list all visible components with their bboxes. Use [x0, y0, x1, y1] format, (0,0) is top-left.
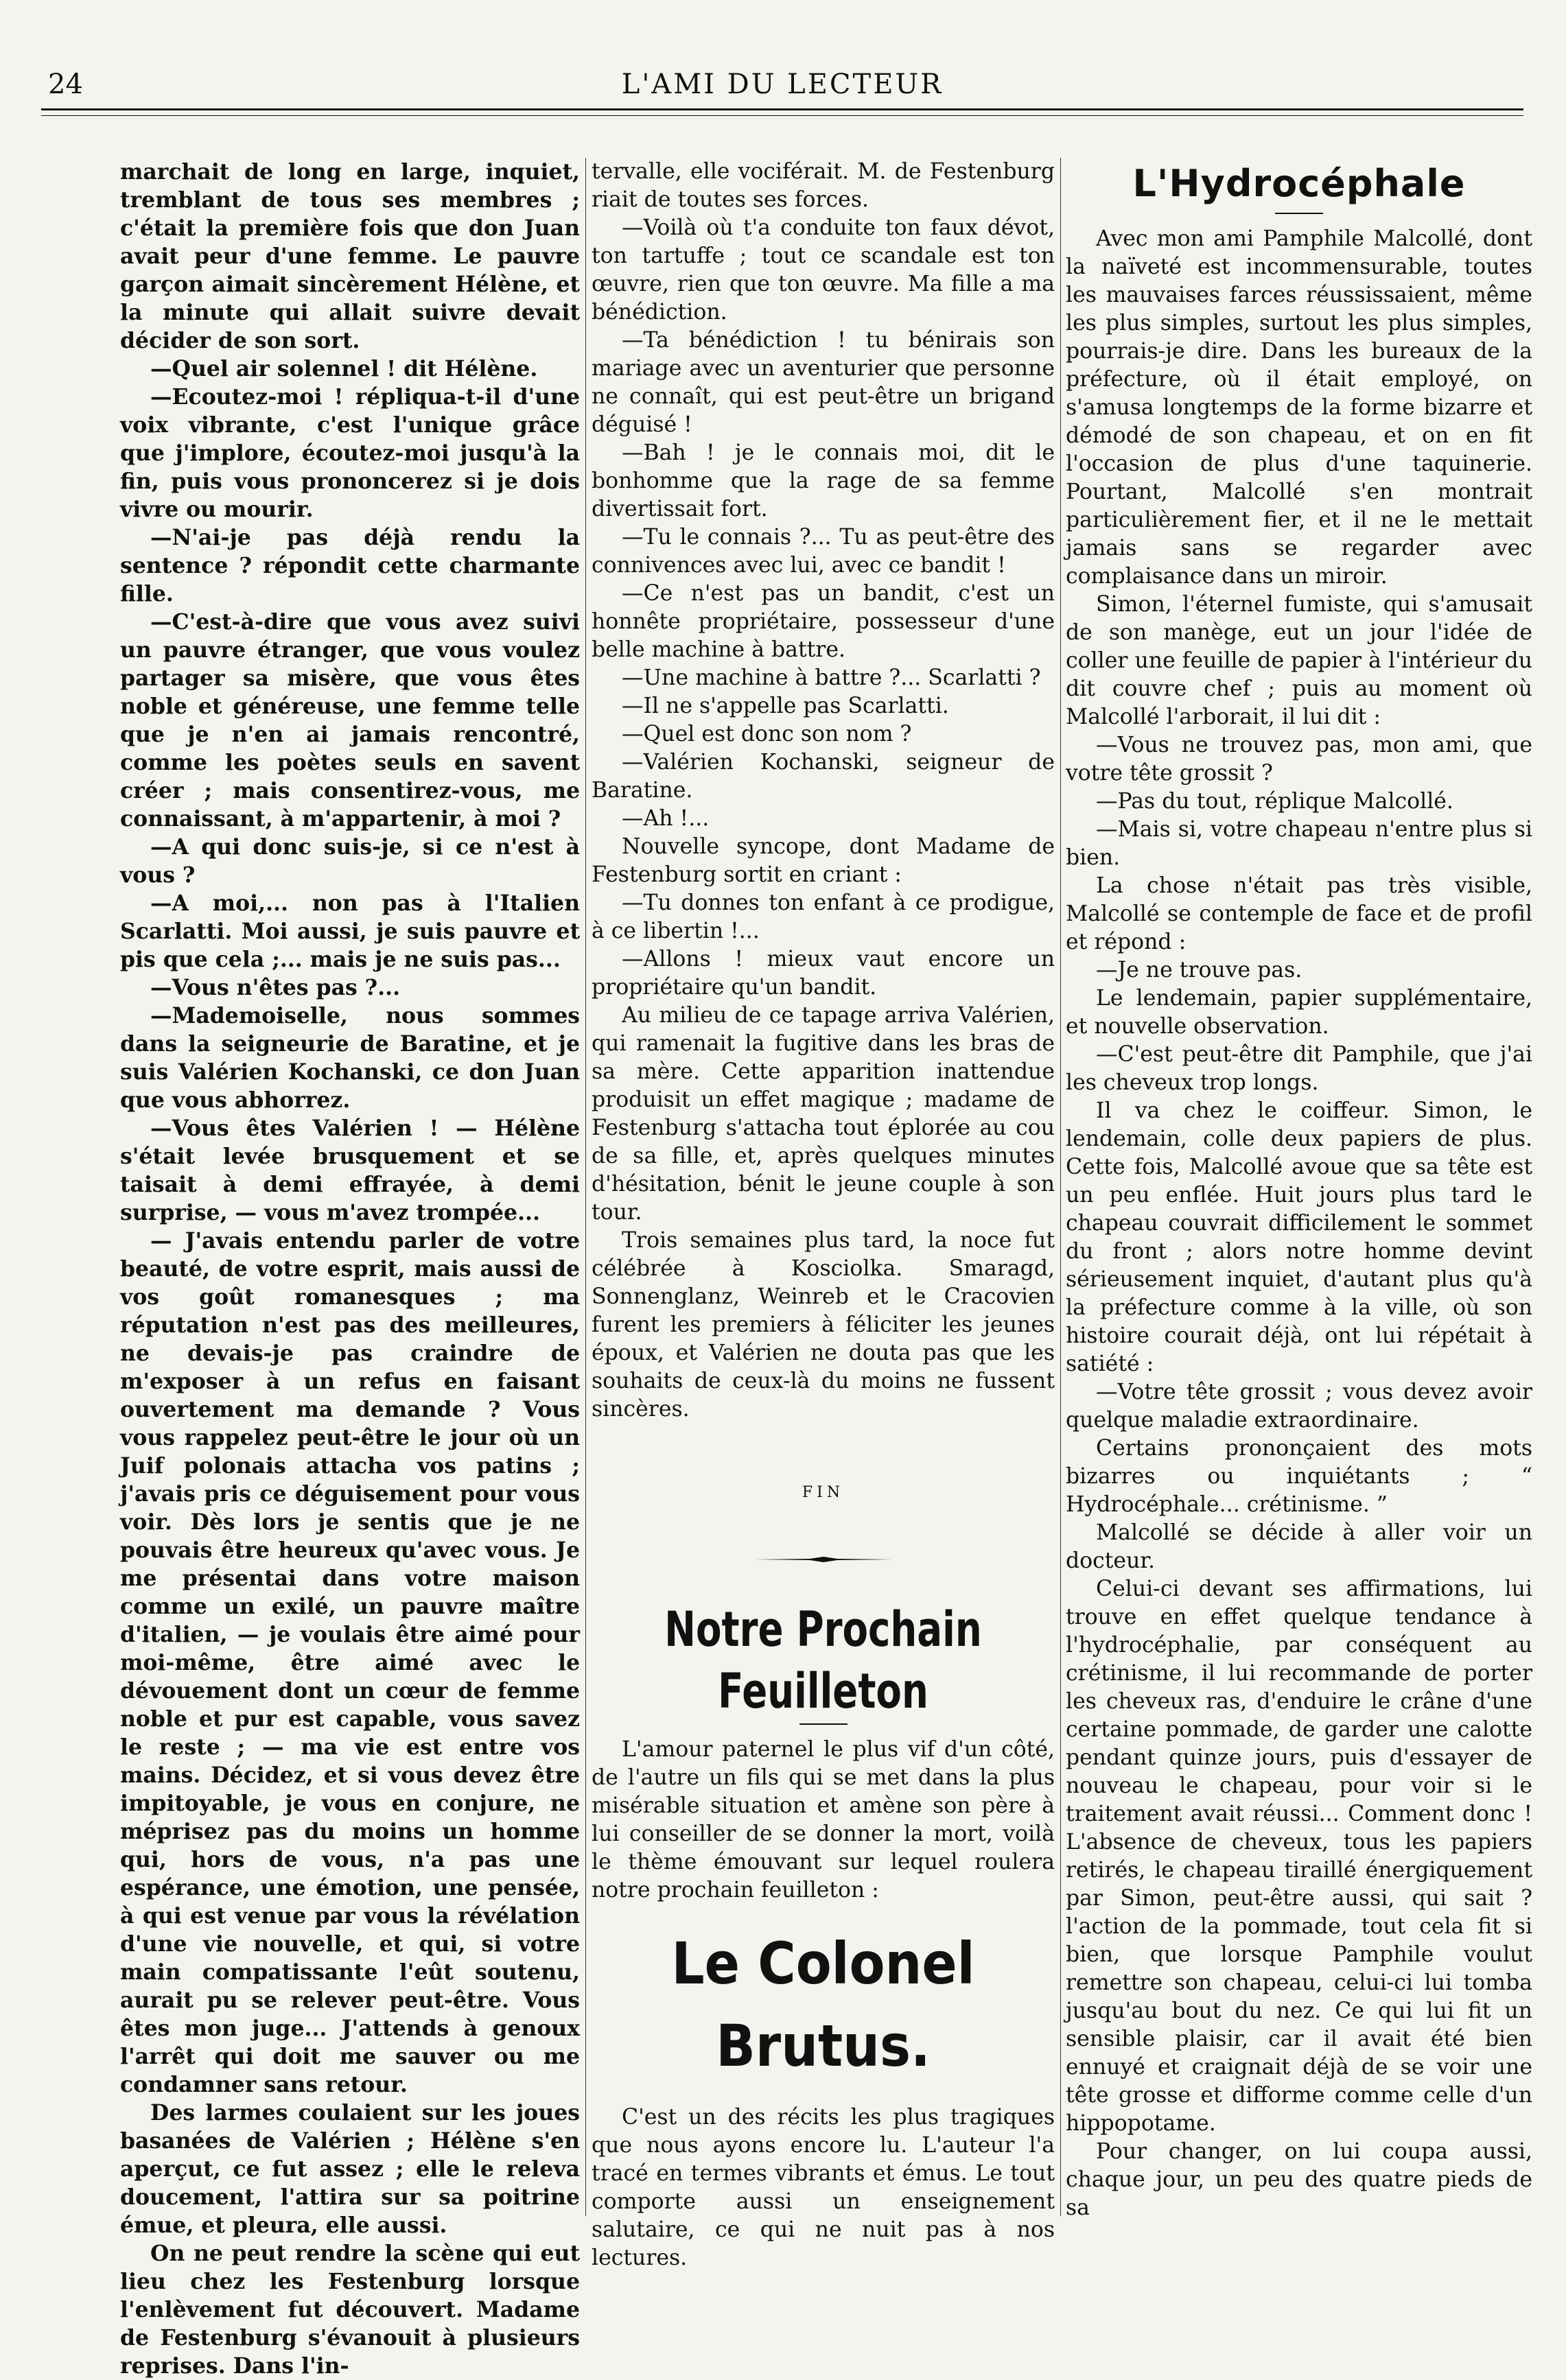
title-rule: [1275, 213, 1323, 214]
paragraph: Trois semaines plus tard, la noce fut célébrée à Kosciolka. Smaragd, Sonnenglanz, Weinreb et le Cracovien furent les premiers à féliciter les jeunes époux, et Valérien ne douta pas que les souhaits de ceux-là du moins ne fussent sincères.: [592, 1228, 1055, 1422]
paragraph: —Une machine à battre ?... Scarlatti ?: [622, 665, 1041, 690]
paragraph: Celui-ci devant ses affirmations, lui trouve en effet quelque tendance à l'hydrocéphalie, par conséquent au crétinisme, il lui recommande de porter les cheveux ras, d'enduire le crâne d'une certaine pommade, de garder une calotte pendant quinze jours, puis d'essayer de nouveau le chapeau, pour voir si le traitement avait réussi... Comment donc ! L'absence de cheveux, tous les papiers retirés, le chapeau tiraillé énergiquement par Simon, peut-être aussi, qui sait ? l'action de la pommade, tout cela fit si bien, que lorsque Pamphile voulut remettre son chapeau, celui-ci lui tomba jusqu'au bout du nez. Ce qui lui fit un sensible plaisir, car il avait été bien ennuyé et craignait déjà de se voir une tête grosse et difforme comme celle d'un hippopotame.: [1066, 1577, 1532, 2136]
header-rule-thick: [41, 108, 1523, 110]
paragraph: —C'est-à-dire que vous avez suivi un pauvre étranger, que vous voulez partager sa misère, que vous êtes noble et généreuse, une femme telle que je n'en ai jamais rencontré, comme les poètes seuls en savent créer ; mais consentirez-vous, me connaissant, à m'appartenir, à moi ?: [120, 609, 580, 832]
paragraph: Certains prononçaient des mots bizarres ou inquiétants ; “ Hydrocéphale... crétinisme. ”: [1066, 1436, 1532, 1517]
paragraph: Simon, l'éternel fumiste, qui s'amusait de son manège, eut un jour l'idée de coller une feuille de papier à l'intérieur du dit couvre chef ; puis au moment où Malcollé l'arborait, il lui dit :: [1066, 592, 1532, 729]
page-header: [34, 54, 1530, 115]
paragraph: —Votre tête grossit ; vous devez avoir quelque maladie extraordinaire.: [1066, 1380, 1532, 1433]
paragraph: —Tu le connais ?... Tu as peut-être des connivences avec lui, avec ce bandit !: [592, 525, 1055, 578]
paragraph: —Mais si, votre chapeau n'entre plus si bien.: [1066, 817, 1532, 870]
paragraph: —Ta bénédiction ! tu bénirais son mariage avec un aventurier que personne ne connaît, qui est peut-être un brigand déguisé !: [592, 328, 1055, 437]
paragraph: —Allons ! mieux vaut encore un propriétaire qu'un bandit.: [592, 947, 1055, 1000]
novel-title: Le Colonel Brutus.: [671, 1930, 975, 2079]
article-title: L'Hydrocéphale: [1132, 162, 1466, 205]
column-1: [120, 158, 580, 2379]
paragraph: —Il ne s'appelle pas Scarlatti.: [622, 694, 949, 718]
paragraph: —Quel air solennel ! dit Hélène.: [150, 356, 538, 381]
feuilleton-heading: Notre Prochain Feuilleton: [664, 1601, 982, 1719]
paragraph: —N'ai-je pas déjà rendu la sentence ? répondit cette charmante fille.: [120, 525, 580, 606]
paragraph: —Pas du tout, réplique Malcollé.: [1096, 789, 1453, 814]
publication-title: L'AMI DU LECTEUR: [621, 69, 944, 100]
paragraph: —Ecoutez-moi ! répliqua-t-il d'une voix vibrante, c'est l'unique grâce que j'implore, écoutez-moi jusqu'à la fin, puis vous prononcerez si je dois vivre ou mourir.: [120, 384, 580, 522]
paragraph: —Je ne trouve pas.: [1096, 958, 1302, 982]
paragraph: —Tu donnes ton enfant à ce prodigue, à ce libertin !...: [592, 891, 1055, 943]
paragraph: —A qui donc suis-je, si ce n'est à vous ?: [120, 834, 580, 888]
paragraph: Avec mon ami Pamphile Malcollé, dont la naïveté est incommensurable, toutes les mauvaises farces réussissaient, même les plus simples, surtout les plus simples, pourrais-je dire. Dans les bureaux de la préfecture, où il était employé, on s'amusa longtemps de la forme bizarre et démodé de son chapeau, et on en fit l'occasion de plus d'une taquinerie. Pourtant, Malcollé s'en montrait particulièrement fier, et il ne le mettait jamais sans se regarder avec complaisance dans un miroir.: [1066, 226, 1532, 589]
paragraph: —Quel est donc son nom ?: [622, 722, 912, 746]
paragraph: Malcollé se décide à aller voir un docteur.: [1066, 1520, 1532, 1573]
paragraph: Le lendemain, papier supplémentaire, et nouvelle observation.: [1066, 986, 1532, 1039]
feuilleton-outro: C'est un des récits les plus tragiques que nous ayons encore lu. L'auteur l'a tracé en termes vibrants et émus. Le tout comporte aussi un enseignement salutaire, ce qui ne nuit pas à nos lectures.: [592, 2105, 1055, 2270]
feuilleton-intro: L'amour paternel le plus vif d'un côté, de l'autre un fils qui se met dans la plus misérable situation et amène son père à lui conseiller de se donner la mort, voilà le thème émouvant sur lequel roulera notre prochain feuilleton :: [592, 1737, 1055, 1902]
paragraph: tervalle, elle vociférait. M. de Festenburg riait de toutes ses forces.: [592, 159, 1055, 212]
paragraph: La chose n'était pas très visible, Malcollé se contemple de face et de profil et répond :: [1066, 873, 1532, 954]
paragraph: —Bah ! je le connais moi, dit le bonhomme que la rage de sa femme divertissait fort.: [592, 440, 1055, 521]
paragraph: —Mademoiselle, nous sommes dans la seigneurie de Baratine, et je suis Valérien Kochanski, ce don Juan que vous abhorrez.: [120, 1003, 580, 1113]
column-3: [1066, 158, 1532, 2243]
column-divider-1: [585, 158, 586, 2216]
paragraph: —Voilà où t'a conduite ton faux dévot, ton tartuffe ; tout ce scandale est ton œuvre, rien que ton œuvre. Ma fille a ma bénédiction.: [592, 215, 1055, 325]
paragraph: Nouvelle syncope, dont Madame de Festenburg sortit en criant :: [592, 834, 1055, 887]
column-2: [592, 158, 1055, 2270]
paragraph: —Vous n'êtes pas ?...: [150, 975, 401, 1000]
paragraph: Des larmes coulaient sur les joues basanées de Valérien ; Hélène s'en aperçut, ce fut assez ; elle le releva doucement, l'attira sur sa poitrine émue, et pleura, elle aussi.: [120, 2100, 580, 2238]
paragraph: Il va chez le coiffeur. Simon, le lendemain, colle deux papiers de plus. Cette fois, Malcollé avoue que sa tête est un peu enflée. Huit jours plus tard le chapeau couvrait difficilement le sommet du front ; alors notre homme devint sérieusement inquiet, d'autant plus qu'à la préfecture comme à la ville, où son histoire courait déjà, ont lui répétait à satiété :: [1066, 1098, 1532, 1376]
ornament-divider: [755, 1555, 892, 1564]
page-number: 24: [48, 69, 83, 100]
paragraph: —A moi,... non pas à l'Italien Scarlatti. Moi aussi, je suis pauvre et pis que cela ;... mais je ne suis pas...: [120, 891, 580, 972]
paragraph: —C'est peut-être dit Pamphile, que j'ai les cheveux trop longs.: [1066, 1042, 1532, 1095]
section-rule: [799, 1723, 848, 1725]
paragraph: —Vous ne trouvez pas, mon ami, que votre tête grossit ?: [1066, 733, 1532, 786]
paragraph: —Vous êtes Valérien ! — Hélène s'était levée brusquement et se taisait à demi effrayée, à demi surprise, — vous m'avez trompée...: [120, 1116, 580, 1225]
paragraph: On ne peut rendre la scène qui eut lieu chez les Festenburg lorsque l'enlèvement fut découvert. Madame de Festenburg s'évanouit à plusieurs reprises. Dans l'in-: [120, 2241, 580, 2379]
fin-label: FIN: [802, 1484, 845, 1501]
paragraph: Pour changer, on lui coupa aussi, chaque jour, un peu des quatre pieds de sa: [1066, 2139, 1532, 2220]
paragraph: —Valérien Kochanski, seigneur de Baratine.: [592, 750, 1055, 803]
header-rule-thin: [41, 115, 1523, 116]
paragraph: —Ah !...: [622, 806, 710, 831]
paragraph: marchait de long en large, inquiet, tremblant de tous ses membres ; c'était la première fois que don Juan avait peur d'une femme. Le pauvre garçon aimait sincèrement Hélène, et la minute qui allait suivre devait décider de son sort.: [120, 159, 580, 353]
paragraph: —Ce n'est pas un bandit, c'est un honnête propriétaire, possesseur d'une belle machine à battre.: [592, 581, 1055, 662]
paragraph: Au milieu de ce tapage arriva Valérien, qui ramenait la fugitive dans les bras de sa mère. Cette apparition inattendue produisit un effet magique ; madame de Festenburg s'attacha tout éplorée au cou de sa fille, et, après quelques minutes d'hésitation, bénit le jeune couple à son tour.: [592, 1003, 1055, 1225]
paragraph: — J'avais entendu parler de votre beauté, de votre esprit, mais aussi de vos goût romanesques ; ma réputation n'est pas des meilleures, ne devais-je pas craindre de m'exposer à un refus en faisant ouvertement ma demande ? Vous vous rappelez peut-être le jour où un Juif polonais attacha vos patins ; j'avais pris ce déguisement pour vous voir. Dès lors je sentis que je ne pouvais être heureux qu'avec vous. Je me présentai dans votre maison comme un exilé, un pauvre maître d'italien, — je voulais être aimé pour moi-même, être aimé avec le dévouement dont un cœur de femme noble et pur est capable, vous savez le reste ; — ma vie est entre vos mains. Décidez, et si vous devez être impitoyable, je vous en conjure, ne méprisez pas du moins un homme qui, hors de vous, n'a pas une espérance, une émotion, une pensée, à qui est venue par vous la révélation d'une vie nouvelle, et qui, si votre main compatissante l'eût soutenu, aurait pu se relever peut-être. Vous êtes mon juge... J'attends à genoux l'arrêt qui doit me sauver ou me condamner sans retour.: [120, 1228, 580, 2097]
column-divider-2: [1060, 158, 1061, 2216]
